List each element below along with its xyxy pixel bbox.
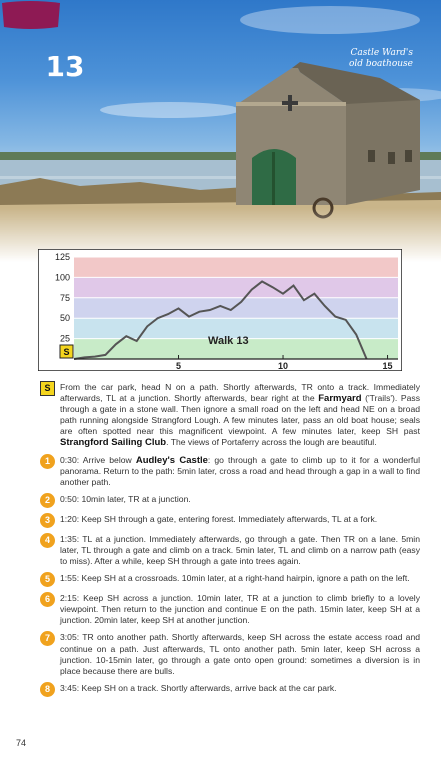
waypoint-marker: 6: [40, 592, 55, 607]
y-tick-label: 25: [59, 333, 70, 344]
text-run: 0:30: Arrive below: [60, 454, 136, 465]
photo-caption: [293, 48, 413, 70]
text-run: : go through a gate to climb up to it for a wonderful panorama. Return to the path: 5min later, cross a road and head through a gap in a wall to find another path.: [60, 454, 420, 487]
text-run: 1:20: Keep SH through a gate, entering forest. Immediately afterwards, TL at a fork.: [60, 513, 378, 524]
place-name: Audley's Castle: [135, 454, 208, 466]
waypoint-marker: 7: [40, 631, 55, 646]
waypoint-text: [60, 534, 420, 567]
waypoint-text: [60, 455, 420, 488]
waypoint-text: [60, 593, 420, 626]
elevation-profile-chart: [38, 249, 402, 371]
text-run: 3:45: Keep SH on a track. Shortly afterwards, arrive back at the car park.: [60, 682, 337, 693]
hero-photo: [0, 0, 441, 262]
waypoint-paragraph: [40, 382, 420, 449]
photo-caption-line-2: old boathouse: [348, 59, 413, 69]
y-tick-label: 100: [54, 272, 70, 283]
place-name: Farmyard: [318, 393, 362, 405]
waypoint-text: [60, 382, 420, 449]
waypoint-paragraph: [40, 573, 420, 587]
waypoint-marker: 1: [40, 454, 55, 469]
waypoint-text: [60, 573, 420, 587]
text-run: 3:05: TR onto another path. Shortly afterwards, keep SH across the estate access road and continue on a path. Just afterwards, TL onto another path. 5min later, keep SH across a junction. 10-15min later, go through a gate onto open ground: sometimes a diversion is in place because there are bulls.: [60, 632, 420, 676]
chart-title: Walk 13: [208, 335, 249, 347]
text-run: . The views of Portaferry across the lough are beautiful.: [166, 437, 377, 448]
text-run: ('Trails'). Pass through a gate in a stone wall. Then ignore a small road on the left and head NE on a broad path running alongside Strangford Lough. A few minutes later, pass an old boat house; seals are often spotted near this magnificent viewpoint. A few minutes later, keep SH past: [60, 393, 420, 437]
x-tick-label: 10: [278, 361, 289, 371]
waypoint-paragraph: [40, 534, 420, 567]
waypoint-paragraph: [40, 593, 420, 626]
walk-description: [40, 382, 420, 703]
waypoint-marker: 2: [40, 493, 55, 508]
waypoint-text: [60, 514, 420, 528]
waypoint-paragraph: [40, 494, 420, 508]
text-run: 2:15: Keep SH across a junction. 10min later, TR at a junction to climb briefly to a lovely viewpoint. Then return to the junction and continue E on the path. 15min later, keep SH at a junction. 20min later, keep SH at another junction.: [60, 593, 420, 626]
text-run: 0:50: 10min later, TR at a junction.: [60, 493, 191, 504]
waypoint-paragraph: [40, 514, 420, 528]
waypoint-text: [60, 632, 420, 676]
elevation-band: [74, 257, 398, 277]
chart-start-marker: S: [63, 347, 70, 357]
text-run: From the car park, head N on a path. Shortly afterwards, TR onto a track. Immediately afterwards, TL at a junction. Shortly afterwards, bear right at the: [60, 382, 420, 404]
waypoint-marker: 5: [40, 572, 55, 587]
elevation-band: [74, 277, 398, 297]
walk-number-badge-icon: [0, 0, 62, 30]
photo-caption-line-1: Castle Ward's: [350, 48, 413, 58]
x-tick-label: 5: [176, 361, 182, 371]
waypoint-paragraph: [40, 632, 420, 676]
waypoint-text: [60, 683, 420, 697]
walk-number: 13: [45, 50, 85, 83]
waypoint-marker: 3: [40, 513, 55, 528]
waypoint-marker: 4: [40, 533, 55, 548]
page-number: 74: [16, 738, 27, 748]
place-name: Strangford Sailing Club: [60, 437, 167, 449]
text-run: 1:35: TL at a junction. Immediately afterwards, go through a gate. Then TR on a lane. 5min later, TL through a gate and climb on a track. 5min later, TL and climb on a narrow path (easy to miss). After a while, keep SH through a gate into trees again.: [60, 533, 420, 567]
y-tick-label: 125: [54, 252, 70, 262]
waypoint-marker: 8: [40, 682, 55, 697]
boathouse-photo: [0, 0, 441, 262]
waypoint-paragraph: [40, 455, 420, 488]
elevation-band: [74, 298, 398, 318]
waypoint-text: [60, 494, 420, 508]
text-run: 1:55: Keep SH at a crossroads. 10min later, at a right-hand hairpin, ignore a path on the left.: [60, 573, 410, 584]
x-tick-label: 15: [382, 361, 393, 371]
start-marker: S: [40, 381, 55, 396]
waypoint-paragraph: [40, 683, 420, 697]
y-tick-label: 75: [59, 292, 70, 303]
y-tick-label: 50: [59, 313, 70, 324]
